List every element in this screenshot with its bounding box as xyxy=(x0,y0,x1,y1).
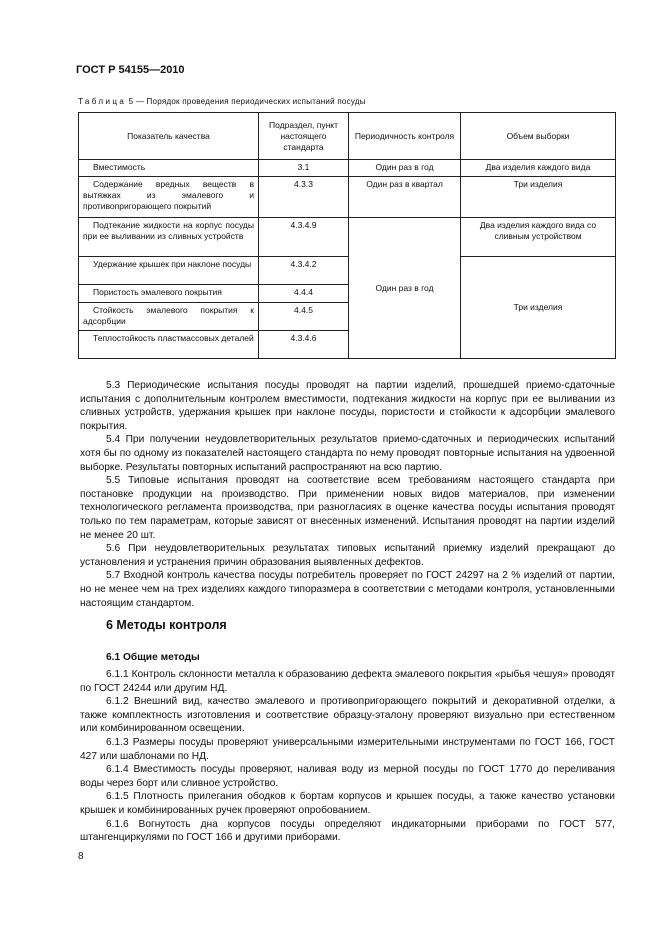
table-row xyxy=(79,257,616,285)
periodic-tests-table xyxy=(78,112,616,359)
table-cell-indicator: Вместимость xyxy=(79,160,259,177)
section-title: 6 Методы контроля xyxy=(106,618,227,632)
paragraph-5-7: 5.7 Входной контроль качества посуды потребитель проверяет по ГОСТ 24297 на 2 % изделий от партии, но не менее чем на трех изделиях каждого типоразмера в соответствии с методами контроля, установленными настоящим стандартом. xyxy=(80,570,615,609)
table-cell-indicator: Теплостойкость пластмассовых деталей xyxy=(79,331,259,359)
paragraph-6-1-5: 6.1.5 Плотность прилегания ободков к бортам корпусов и крышек посуды, а также качество установки крышек и комбинированных ручек проверяют опробованием. xyxy=(80,791,615,816)
paragraph-6-1-1: 6.1.1 Контроль склонности металла к образованию дефекта эмалевого покрытия «рыбья чешуя» проводят по ГОСТ 24244 или другим НД. xyxy=(80,669,615,694)
paragraph-6-1-6: 6.1.6 Вогнутость дна корпусов посуды определяют индикаторными приборами по ГОСТ 577, штангенциркулями по ГОСТ 166 и другими приборами. xyxy=(80,818,615,844)
table-caption xyxy=(78,97,366,106)
table-cell-clause: 4.3.4.2 xyxy=(259,257,349,285)
page-number: 8 xyxy=(78,851,84,862)
paragraph-5-5: 5.5 Типовые испытания проводят на соответствие всем требованиям настоящего стандарта при постановке продукции на производство. При применении новых видов материалов, при изменении технологического регламента производства, при разногласиях в оценке качества посуды испытания проводят только по тем параметрам, которые зависят от внесенных изменений. Испытания проводят на партии изделий не менее 20 шт. xyxy=(80,475,615,541)
table-cell-indicator: Стойкость эмалевого покрытия к адсорбции xyxy=(79,303,259,331)
paragraph-6-1-2: 6.1.2 Внешний вид, качество эмалевого и противопригорающего покрытий и декоративной отделки, а также комплектность изготовления и соответствие образцу-эталону проверяют визуально при естественном или комбинированном освещении. xyxy=(80,696,615,735)
paragraph-6-1-4: 6.1.4 Вместимость посуды проверяют, наливая воду из мерной посуды по ГОСТ 1770 до переливания воды через борт или сливное устройство. xyxy=(80,764,615,789)
table-cell-indicator: Подтекание жидкости на корпус посуды при ее выливании из сливных устройств xyxy=(79,218,259,257)
table-cell-indicator: Удержание крышек при наклоне посуды xyxy=(79,257,259,285)
table-cell-clause: 4.3.4.6 xyxy=(259,331,349,359)
column-header-sample-size: Объем выборки xyxy=(461,113,616,160)
table-cell-clause: 4.4.5 xyxy=(259,303,349,331)
table-cell-sample-size: Три изделия xyxy=(461,177,616,218)
paragraph-5-4: 5.4 При получении неудовлетворительных результатов приемо-сдаточных и периодических испытаний хотя бы по одному из показателей настоящего стандарта по нему проводят повторные испытания на удвоенной выборке. Результаты повторных испытаний распространяют на всю партию. xyxy=(80,434,615,473)
subsection-title: 6.1 Общие методы xyxy=(106,652,200,663)
table-caption-label: Таблица xyxy=(78,97,127,106)
clauses-6-1-1-to-6-1-6 xyxy=(80,668,615,845)
table-cell-indicator: Содержание вредных веществ в вытяжках из эмалевого и противопригорающего покрытий xyxy=(79,177,259,218)
table-cell-periodicity: Один раз в год xyxy=(349,218,461,359)
table-cell-sample-size: Два изделия каждого вида xyxy=(461,160,616,177)
column-header-indicator: Показатель качества xyxy=(79,113,259,160)
table-cell-clause: 4.3.4.9 xyxy=(259,218,349,257)
column-header-clause: Подраздел, пункт настоящего стандарта xyxy=(259,113,349,160)
table-cell-indicator: Пористость эмалевого покрытия xyxy=(79,285,259,303)
paragraph-6-1-3: 6.1.3 Размеры посуды проверяют универсальными измерительными инструментами по ГОСТ 166, ГОСТ 427 или шаблонами по НД. xyxy=(80,736,615,762)
table-cell-sample-size: Три изделия xyxy=(461,257,616,359)
table-cell-clause: 3.1 xyxy=(259,160,349,177)
table-cell-periodicity: Один раз в квартал xyxy=(349,177,461,218)
table-row xyxy=(79,218,616,257)
table-row xyxy=(79,160,616,177)
document-header: ГОСТ Р 54155—2010 xyxy=(76,64,185,76)
table-cell-clause: 4.3.3 xyxy=(259,177,349,218)
paragraph-5-6: 5.6 При неудовлетворительных результатах типовых испытаний приемку изделий прекращают до установления и устранения причин образования выявленных дефектов. xyxy=(80,543,615,568)
table-caption-text: 5 — Порядок проведения периодических испытаний посуды xyxy=(128,97,366,106)
table-row xyxy=(79,177,616,218)
paragraph-5-3: 5.3 Периодические испытания посуды проводят на партии изделий, прошедшей приемо-сдаточные испытания с дополнительным контролем вместимости, подтекания жидкости на корпус при ее выливании из сливных устройств, удержания крышек при наклоне посуды, пористости и стойкости к адсорбции эмалевого покрытия. xyxy=(80,380,615,432)
table-header-row xyxy=(79,113,616,160)
table-cell-sample-size: Два изделия каждого вида со сливным устройством xyxy=(461,218,616,257)
column-header-periodicity: Периодичность контроля xyxy=(349,113,461,160)
table-cell-clause: 4.4.4 xyxy=(259,285,349,303)
clauses-5-3-to-5-7 xyxy=(80,379,615,610)
table-cell-periodicity: Один раз в год xyxy=(349,160,461,177)
